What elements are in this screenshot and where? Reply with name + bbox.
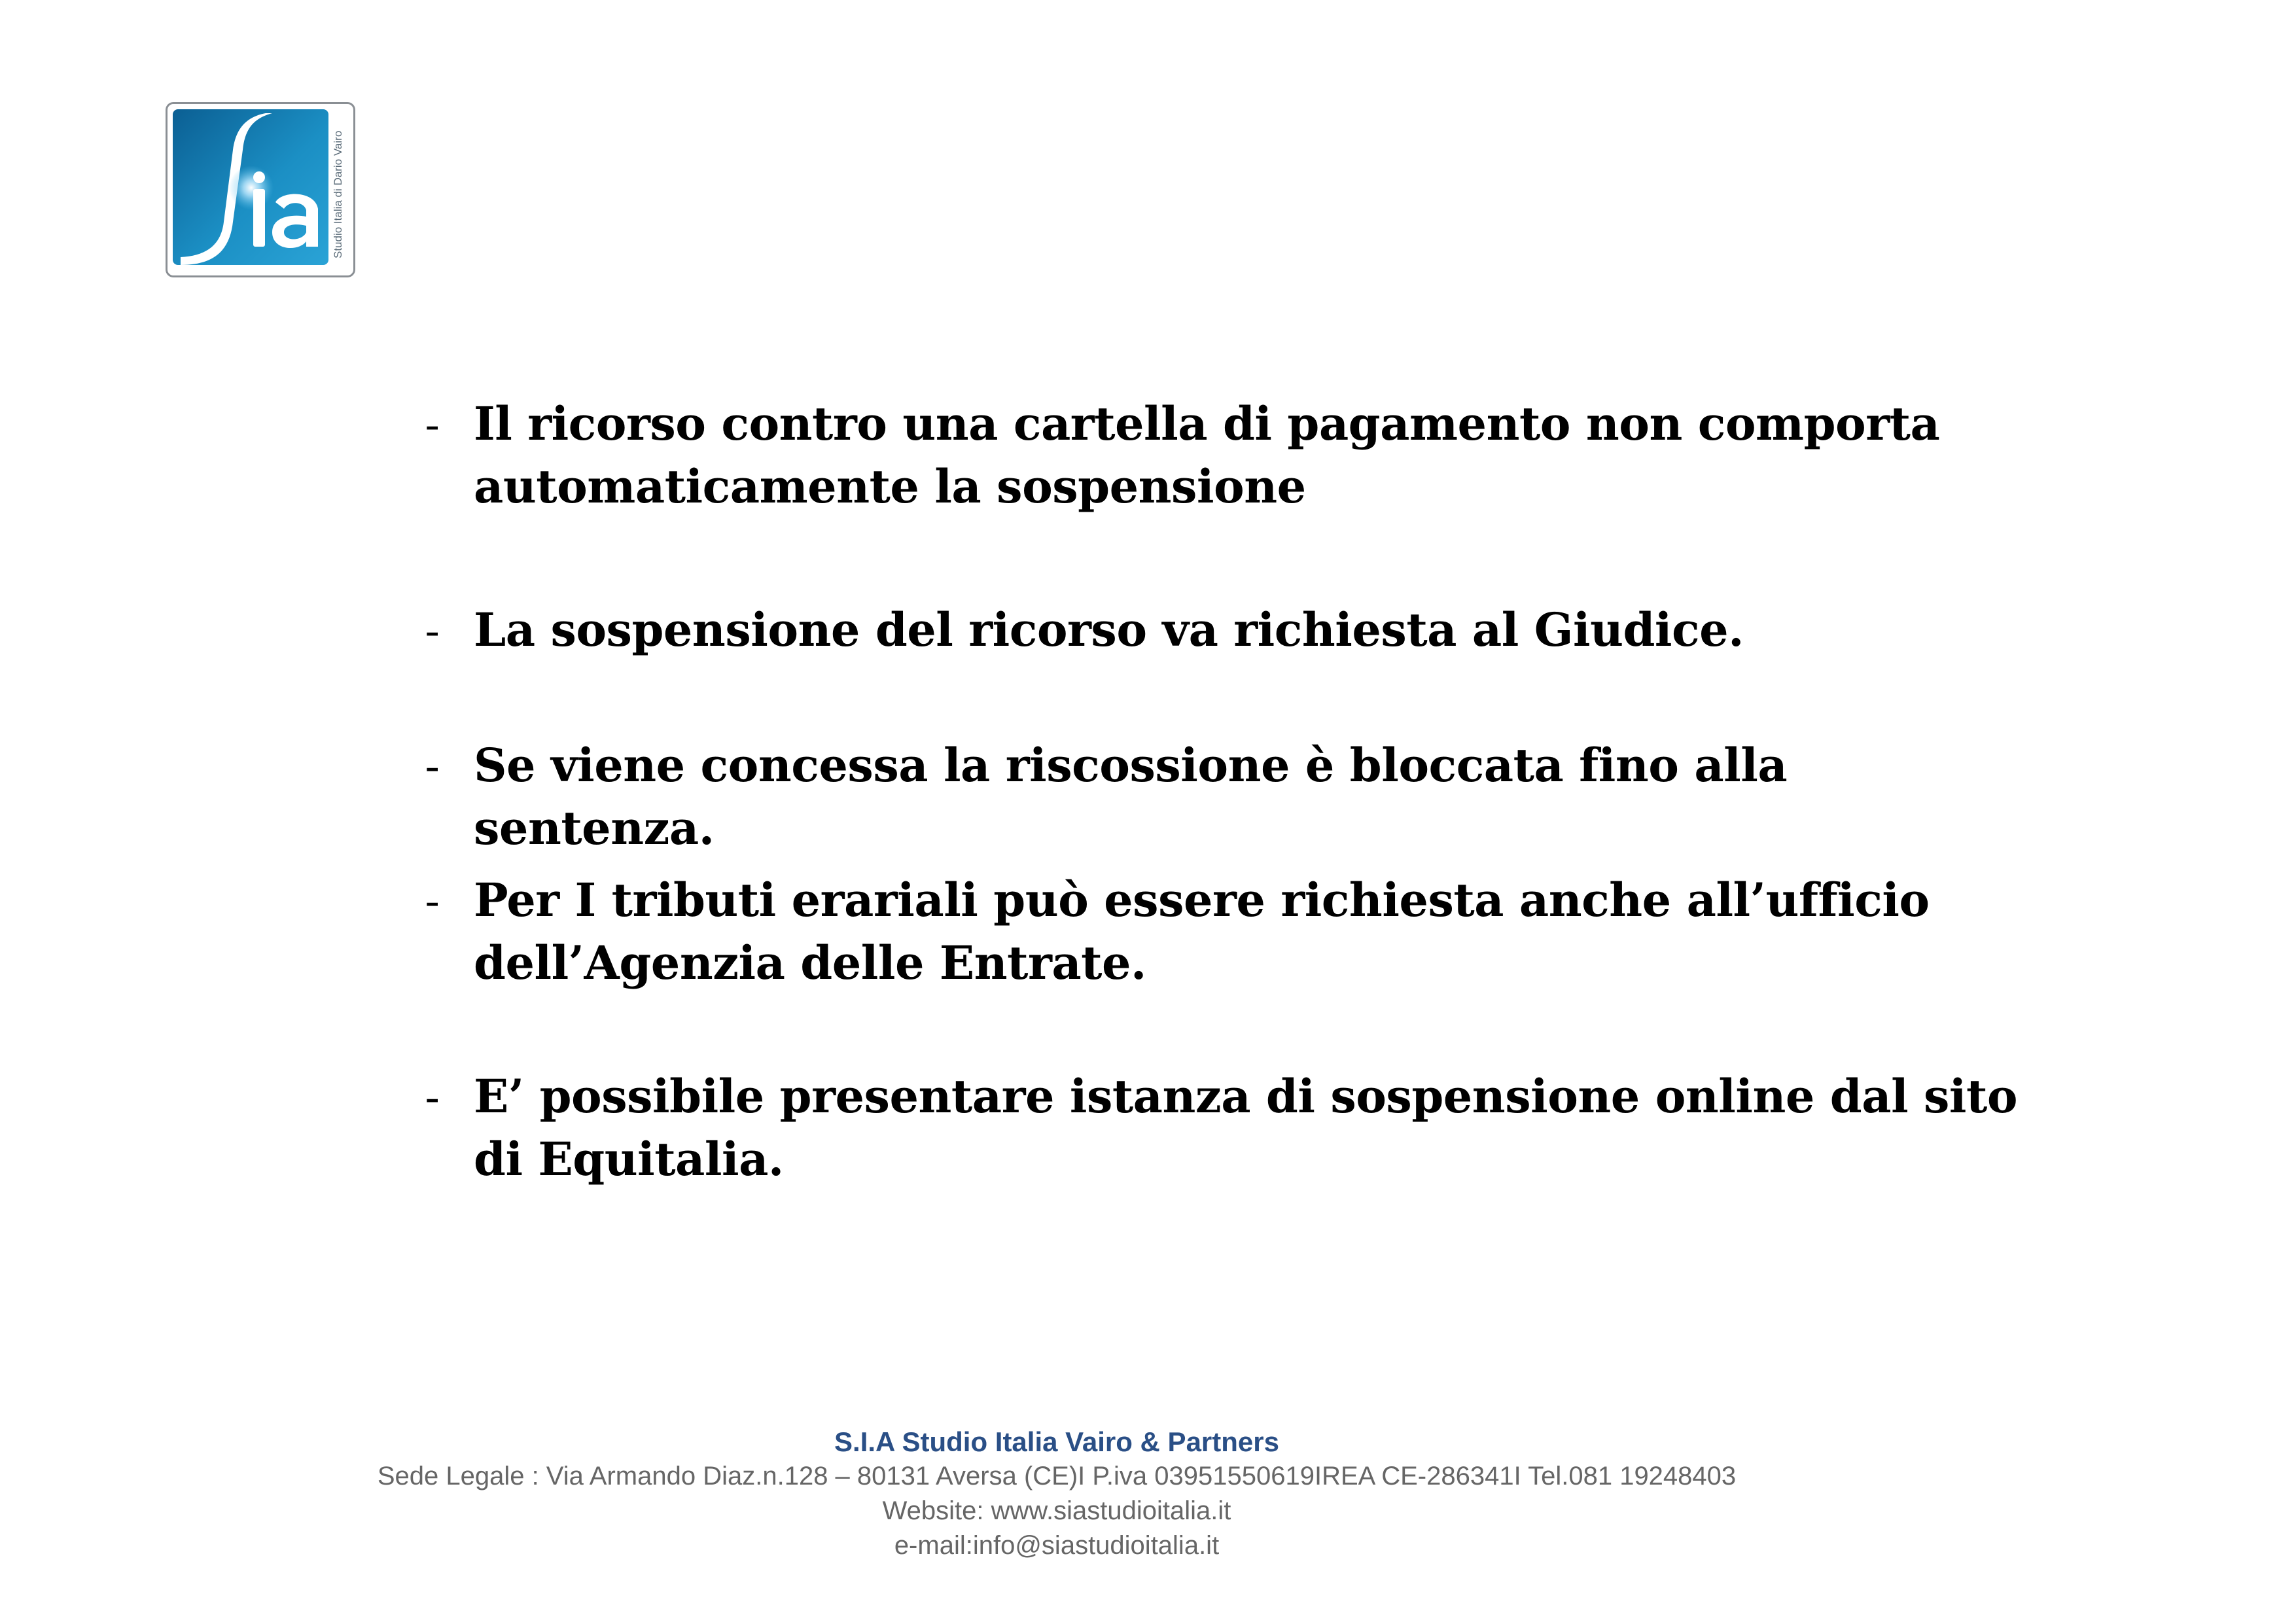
bullet-text: La sospensione del ricorso va richiesta al Giudice. xyxy=(474,603,1744,657)
footer-website: Website: www.siastudioitalia.it xyxy=(882,1496,1231,1525)
bullet-item xyxy=(425,1065,2028,1191)
bullet-item xyxy=(425,393,2028,518)
bullet-dash: - xyxy=(425,607,439,653)
footer xyxy=(0,1425,2113,1563)
footer-email: e-mail:info@siastudioitalia.it xyxy=(894,1531,1220,1560)
bullet-item xyxy=(425,734,2028,860)
bullet-item xyxy=(425,599,2028,661)
logo-tagline: Studio Italia di Dario Vairo xyxy=(332,130,344,258)
bullet-dash: - xyxy=(425,877,439,923)
bullet-dash: - xyxy=(425,1073,439,1120)
bullet-text: Per I tributi erariali può essere richiesta anche all’ufficio dell’Agenzia delle Entrate. xyxy=(474,873,1930,990)
footer-address: Sede Legale : Via Armando Diaz.n.128 – 80131 Aversa (CE)I P.iva 03951550619IREA CE-286341I Tel.081 19248403 xyxy=(377,1462,1737,1490)
bullet-text: Se viene concessa la riscossione è bloccata fino alla sentenza. xyxy=(474,738,1788,855)
bullet-text: Il ricorso contro una cartella di pagamento non comporta automaticamente la sospensione xyxy=(474,397,1940,514)
footer-company-name: S.I.A Studio Italia Vairo & Partners xyxy=(834,1426,1279,1457)
bullet-dash: - xyxy=(425,400,439,447)
bullet-dash: - xyxy=(425,742,439,788)
bullet-text: E’ possibile presentare istanza di sospensione online dal sito di Equitalia. xyxy=(474,1069,2018,1186)
bullet-item xyxy=(425,869,2028,995)
